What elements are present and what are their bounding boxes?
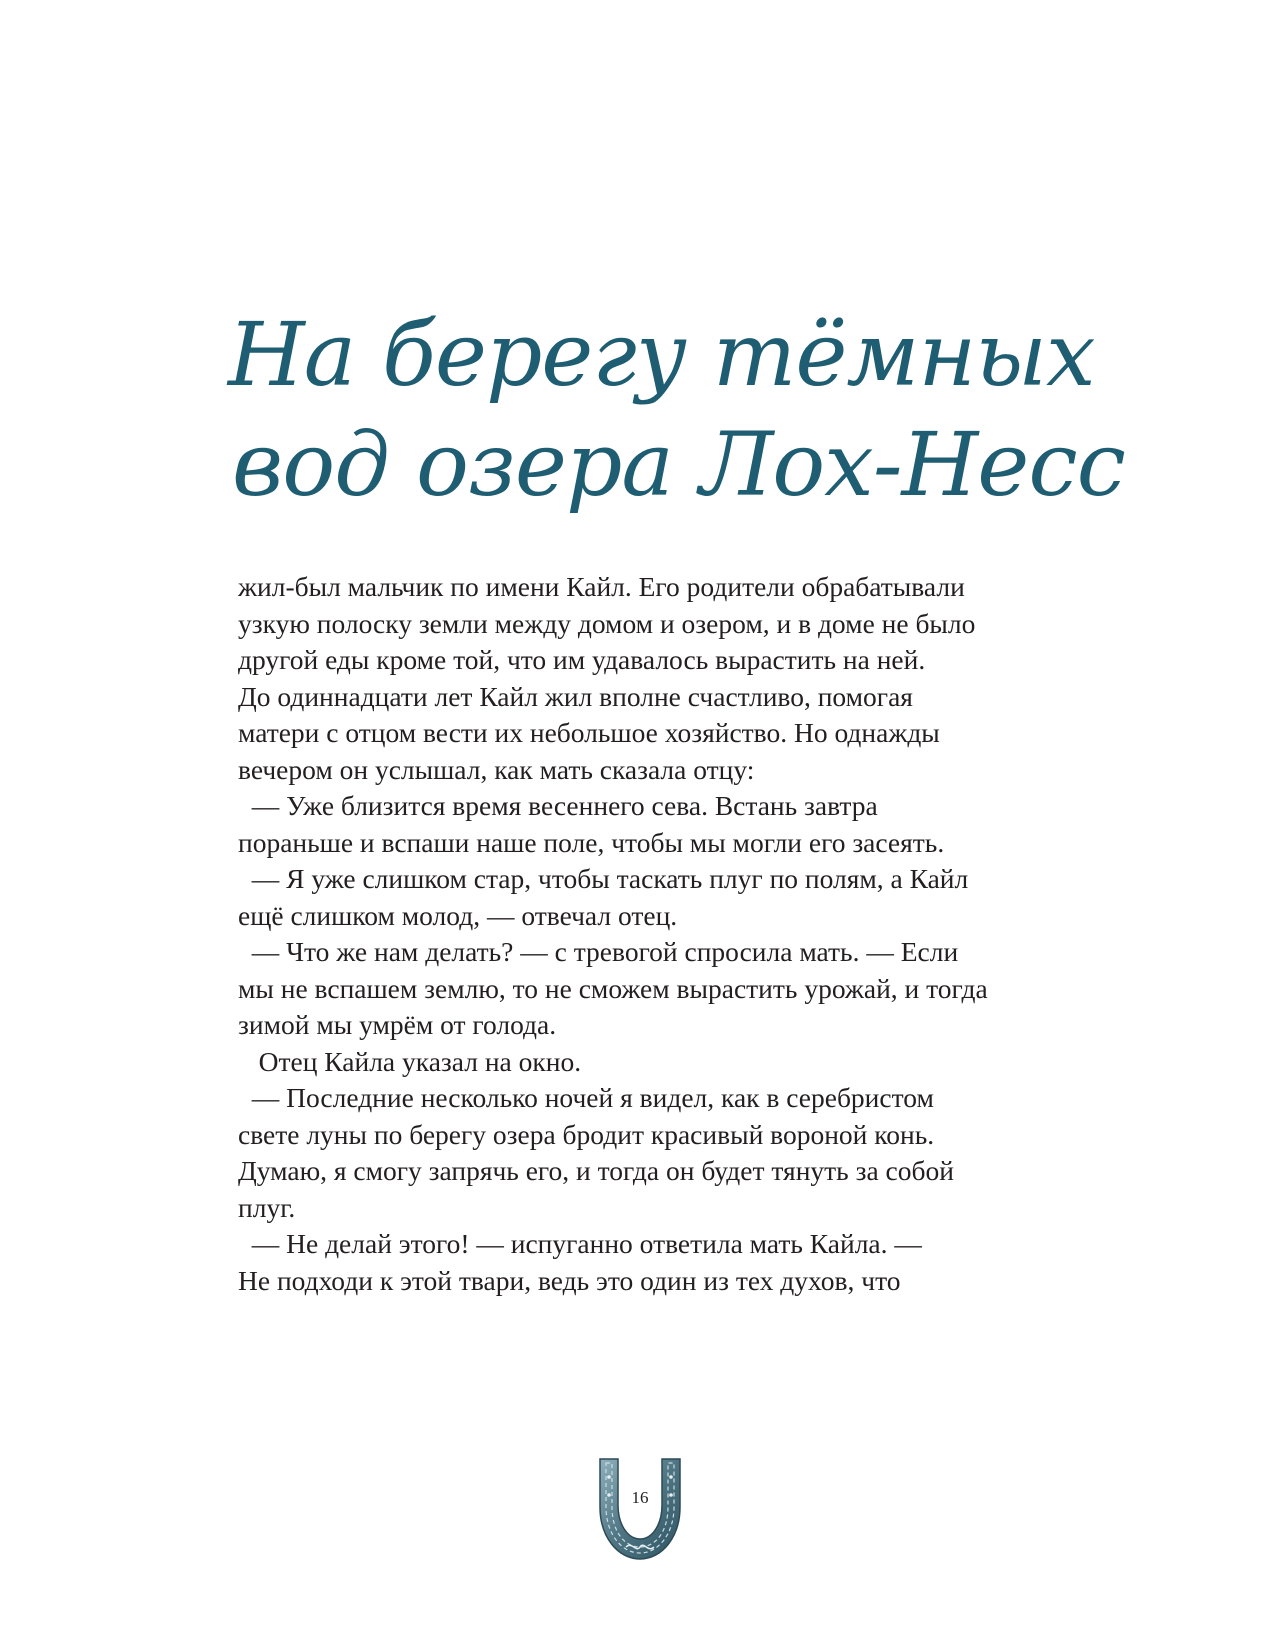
text-line: пораньше и вспаши наше поле, чтобы мы могли его засеять.	[238, 826, 945, 858]
text-line: ещё слишком молод, — отвечал отец.	[238, 899, 678, 931]
text-line: Думаю, я смогу запрячь его, и тогда он будет тянуть за собой	[238, 1155, 954, 1186]
text-line: жил-был мальчик по имени Кайл. Его родители обрабатывали	[238, 571, 965, 602]
text-line: матери с отцом вести их небольшое хозяйство. Но однажды	[238, 717, 940, 748]
title-line-1: На берегу тёмных	[228, 303, 1095, 406]
text-line: зимой мы умрём от голода.	[238, 1009, 557, 1040]
text-line: мы не вспашем землю, то не сможем вырастить урожай, и тогда	[238, 972, 988, 1004]
page-number: 16	[631, 1488, 649, 1507]
text-line: — Что же нам делать? — с тревогой спросила мать. — Если	[238, 936, 959, 967]
text-line: узкую полоску земли между домом и озером, и в доме не было	[238, 607, 976, 639]
text-line: — Я уже слишком стар, чтобы таскать плуг по полям, а Кайл	[238, 863, 969, 894]
text-line: свете луны по берегу озера бродит красивый вороной конь.	[238, 1118, 935, 1150]
text-line: Не подходи к этой твари, ведь это один из тех духов, что	[238, 1264, 901, 1296]
title-line-2: вод озера Лох-Несс	[232, 413, 1125, 516]
text-line: плуг.	[238, 1191, 296, 1223]
text-line: вечером он услышал, как мать сказала отцу:	[238, 753, 755, 785]
page-title	[228, 300, 1125, 520]
text-line: другой еды кроме той, что им удавалось вырастить на ней.	[238, 644, 926, 675]
text-line: — Не делай этого! — испуганно ответила мать Кайла. —	[238, 1228, 922, 1259]
text-line: — Последние несколько ночей я видел, как в серебристом	[238, 1082, 934, 1113]
text-line: — Уже близится время весеннего сева. Встань завтра	[238, 790, 878, 821]
horseshoe-icon	[590, 1455, 690, 1565]
story-text	[238, 569, 1068, 1299]
text-line: До одиннадцати лет Кайл жил вполне счастливо, помогая	[238, 680, 913, 712]
text-line: Отец Кайла указал на окно.	[238, 1045, 582, 1077]
